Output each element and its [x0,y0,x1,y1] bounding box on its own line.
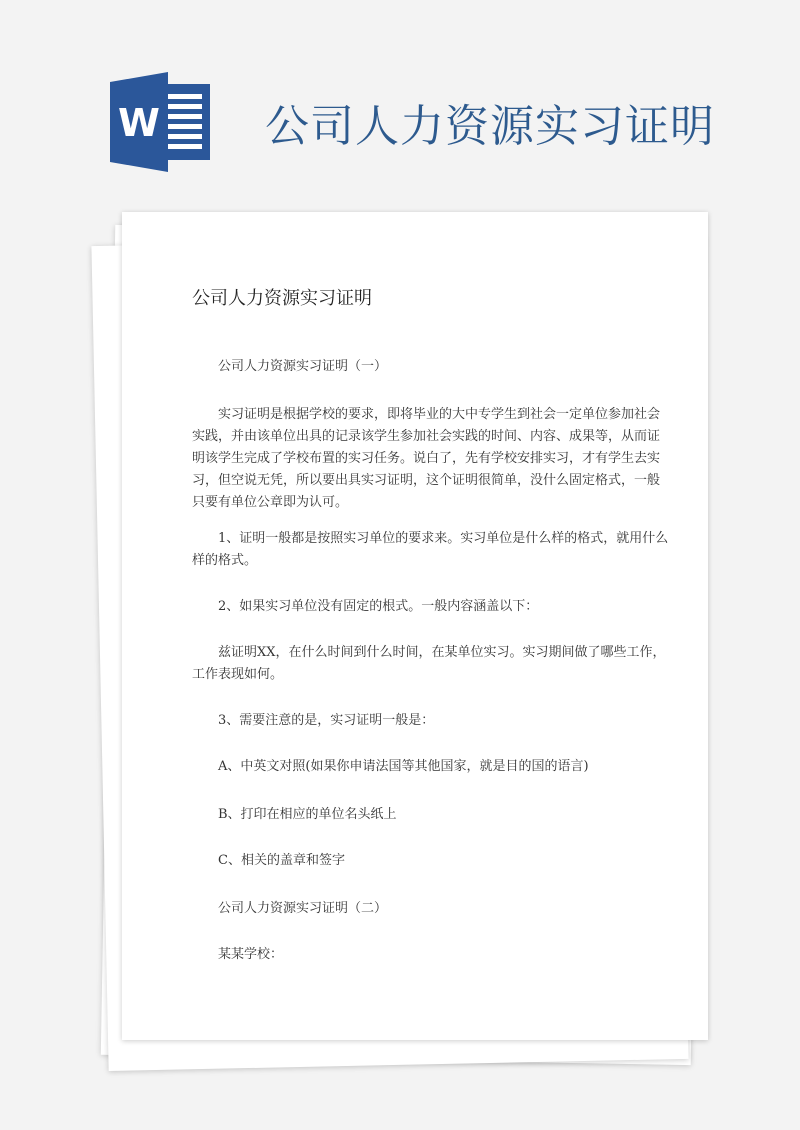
document-page [122,212,708,1040]
document-title: 公司人力资源实习证明 [192,288,372,309]
paragraph: 1、证明一般都是按照实习单位的要求来。实习单位是什么样的格式，就用什么样的格式。 [192,531,669,568]
section-heading: 公司人力资源实习证明（一） [218,359,388,374]
paragraph: 实习证明是根据学校的要求，即将毕业的大中专学生到社会一定单位参加社会实践，并由该单位出具的记录该学生参加社会实践的时间、内容、成果等，从而证明该学生完成了学校布置的实习任务。说白了，先有学校安排实习，才有学生去实习，但空说无凭，所以要出具实习证明，这个证明很简单，没什么固定格式，一般只要有单位公章即为认可。 [192,407,661,510]
paragraph: 3、需要注意的是，实习证明一般是： [218,713,435,728]
paragraph: B、打印在相应的单位名头纸上 [218,807,397,822]
paragraph: C、相关的盖章和签字 [218,853,345,868]
paragraph: 某某学校： [218,947,284,962]
header-title: 公司人力资源实习证明 [265,101,715,152]
paragraph: 兹证明XX，在什么时间到什么时间，在某单位实习。实习期间做了哪些工作，工作表现如何。 [192,645,666,682]
paragraph: 2、如果实习单位没有固定的根式。一般内容涵盖以下： [218,599,539,614]
word-logo-icon [110,72,210,172]
svg-text:W: W [118,101,160,145]
paragraph: A、中英文对照(如果你申请法国等其他国家，就是目的国的语言) [218,759,589,774]
section-heading: 公司人力资源实习证明（二） [218,901,388,916]
